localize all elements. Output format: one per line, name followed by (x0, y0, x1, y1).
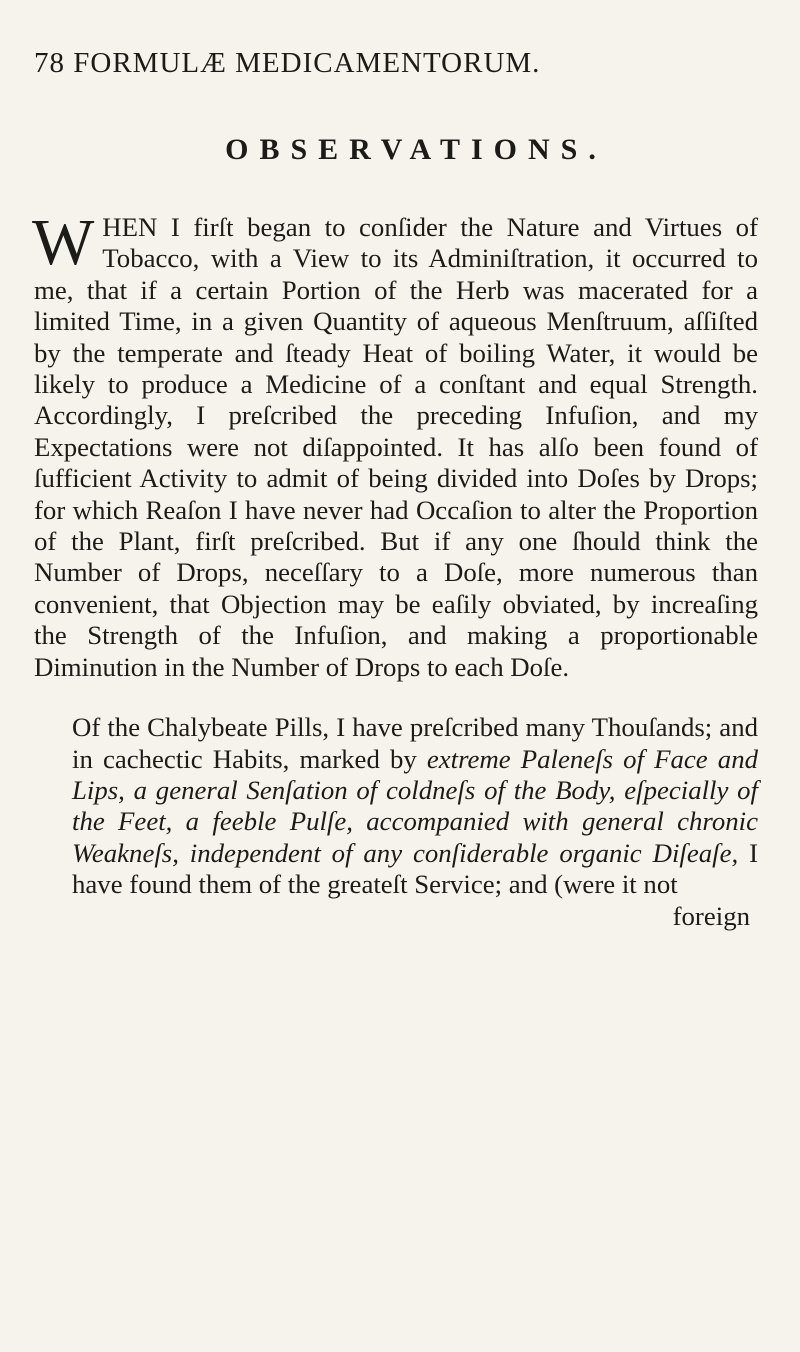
paragraph-1 (32, 206, 758, 683)
paragraph-1-text: HEN I firſt began to conſider the Nature and Virtues of Tobacco, with a View to its Adminiſtration, it occurred to me, that if a certain Portion of the Herb was macerated for a limited Time, in a given Quantity of aqueous Menſtruum, aſſiſted by the temperate and ſteady Heat of boiling Water, it would be likely to produce a Medicine of a conſtant and equal Strength. Accordingly, I preſcribed the preceding Infuſion, and my Expectations were not diſappointed. It has alſo been found of ſufficient Activity to admit of being divided into Doſes by Drops; for which Reaſon I have never had Occaſion to alter the Proportion of the Plant, firſt preſcribed. But if any one ſhould think the Number of Drops, neceſſary to a Doſe, more numerous than convenient, that Objection may be eaſily obviated, by increaſing the Strength of the Infuſion, and making a proportionable Diminution in the Number of Drops to each Doſe. (34, 212, 758, 682)
paragraph-2-text-after: I have found them of the greateſt Service; and (were it not (72, 837, 758, 900)
paragraph-2-text-before: Of the Chalybeate Pills, I have preſcribed many Thouſands; and in cachectic Habits, marked by (72, 712, 758, 774)
paragraph-2-italic: extreme Paleneſs of Face and Lips, a general Senſation of coldneſs of the Body, eſpecially of the Feet, a feeble Pulſe, accompanied with general chronic Weakneſs, independent of any conſiderable organic Diſeaſe, (72, 743, 758, 868)
drop-cap: W (32, 206, 95, 279)
paragraph-2 (34, 712, 758, 900)
section-title: OBSERVATIONS. (225, 133, 607, 166)
catchword: foreign (672, 900, 750, 931)
running-head: 78 FORMULÆ MEDICAMENTORUM. (34, 47, 541, 79)
